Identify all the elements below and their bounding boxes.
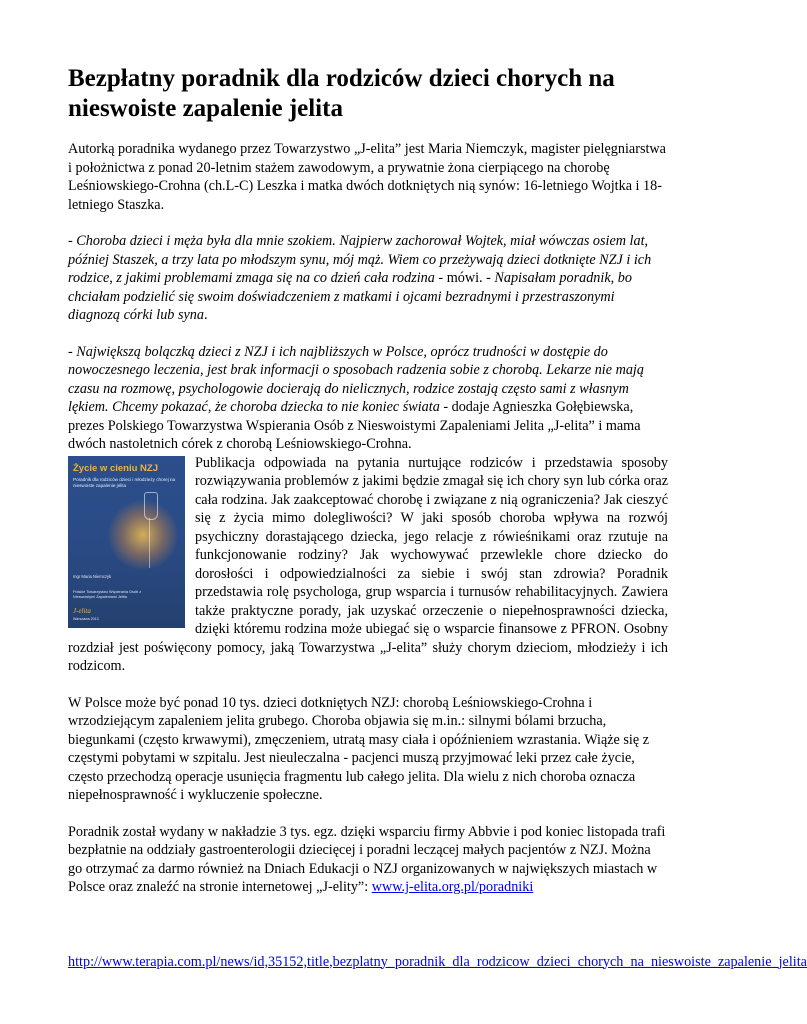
cover-title: Życie w cieniu NZJ	[73, 462, 158, 474]
book-cover-image	[68, 456, 185, 628]
cover-publisher: Polskie Towarzystwo Wspierania Osób z Nieswoistymi Zapaleniami Jelita	[73, 589, 142, 599]
quote-text-1: - Choroba dzieci i męża była dla mnie szokiem. Najpierw zachorował Wojtek, miał wówczas osiem lat, później Staszek, a trzy lata po młodszym synu, mój mąż. Wiem co przeżywają dzieci dotknięte NZJ i ich rodzice, z jakimi problemami zmaga się na co dzień cała rodzina	[68, 233, 652, 286]
cover-logo: J-elita	[73, 606, 91, 615]
article	[68, 64, 807, 971]
cover-footer: Warszawa 2013	[73, 616, 99, 621]
cover-author: mgr Maria Niemczyk	[73, 573, 112, 579]
iv-drip-icon	[144, 492, 158, 520]
quote-text-2: - Napisałam poradnik, bo chciałam podzielić się swoim doświadczeniem z matkami i ojcami bezradnymi i przestraszonymi diagnozą córki lub syna	[68, 270, 632, 323]
iv-line	[149, 518, 150, 568]
distribution-text: Poradnik został wydany w nakładzie 3 tys. egz. dzięki wsparciu firmy Abbvie i pod koniec listopada trafi bezpłatnie na oddziały gastroenterologii dziecięcej i poradni leczącej małych pacjentów z NZJ. Można go otrzymać za darmo również na Dniach Edukacji o NZJ organizowanych w największych miastach w Polsce oraz znaleźć na stronie internetowej „J-elity”:	[68, 823, 666, 895]
book-section	[68, 454, 668, 676]
paragraph-quote-mother	[68, 232, 668, 325]
source-link[interactable]: http://www.terapia.com.pl/news/id,35152,title,bezplatny_poradnik_dla_rodzicow_dzieci_chorych_na_nieswoiste_zapalenie_jelita	[68, 953, 807, 970]
source-paragraph	[68, 953, 807, 972]
cover-subtitle: Poradnik dla rodziców dzieci i młodzieży chorej na nieswoiste zapalenie jelita	[73, 476, 176, 488]
paragraph-author: Autorką poradnika wydanego przez Towarzystwo „J-elita” jest Maria Niemczyk, magister pielęgniarstwa i położnictwa z ponad 20-letnim stażem zawodowym, a prywatnie żona cierpiącego na chorobę Leśniowskiego-Crohna (ch.L-C) Leszka i matka dwóch dotkniętych nią synów: 16-letniego Wojtka i 18-letniego Staszka.	[68, 141, 666, 213]
paragraph-quote-president	[68, 343, 668, 454]
paragraph-statistics: W Polsce może być ponad 10 tys. dzieci dotkniętych NZJ: chorobą Leśniowskiego-Crohna i wrzodziejącym zapaleniem jelita grubego. Choroba objawia się m.in.: silnymi bólami brzucha, biegunkami (często krwawymi), zmęczeniem, utratą masy ciała i opóźnieniem wzrastania. Wiąże się z częstymi pobytami w szpitalu. Jest nieuleczalna - pacjenci muszą przyjmować leki przez całe życie, często przechodzą operacje usunięcia fragmentu lub całego jelita. Dla wielu z nich choroba oznacza niepełnosprawność i wykluczenie społeczne.	[68, 694, 650, 803]
poradniki-link[interactable]: www.j-elita.org.pl/poradniki	[371, 879, 534, 895]
cover-glow	[108, 500, 178, 570]
paragraph-distribution	[68, 823, 668, 897]
paragraph-publication: Publikacja odpowiada na pytania nurtujące rodziców i przedstawia sposoby rozwiązywania problemów z jakimi będzie zmagał się ich chory syn lub córka oraz cała rodzina. Jak zaakceptować chorobę i związane z nią ograniczenia? Jak cieszyć się z życia mimo dolegliwości? W jaki sposób choroba wpływa na rozwój psychiczny dorastającego dziecka, jego relacje z rówieśnikami oraz rzutuje na funkcjonowanie rodziny? Jak wychowywać przewlekle chore dziecko do dorosłości i odpowiedzialności za siebie i swój stan zdrowia? Poradnik przedstawia rolę psychologa, grup wsparcia i turnusów rehabilitacyjnych. Zawiera także praktyczne porady, jak uzyskać orzeczenie o niepełnosprawności dziecka, dzięki któremu rodzina może ubiegać się o wsparcie finansowe z PFRON. Osobny rozdział jest poświęcony pomocy, jaką Towarzystwa „J-elita” służy chorym dzieciom, młodzieży i ich rodzicom.	[68, 454, 668, 674]
quote-text-3: - Największą bolączką dzieci z NZJ i ich najbliższych w Polsce, oprócz trudności w dostępie do nowoczesnego leczenia, jest brak informacji o sposobach radzenia sobie z chorobą. Lekarze nie mają czasu na rozmowę, psychologowie docierają do nielicznych, rodzice zostają często sami z własnym lękiem. Chcemy pokazać, że choroba dziecka to nie koniec świata	[68, 343, 644, 415]
quote-period: .	[203, 307, 208, 323]
quote-attribution-2: - dodaje Agnieszka Gołębiewska, prezes Polskiego Towarzystwa Wspierania Osób z Nieswoistymi Zapaleniami Jelita „J-elita” i mama dwóch nastoletnich córek z chorobą Leśniowskiego-Crohna.	[68, 399, 641, 452]
quote-attribution: - mówi.	[434, 270, 487, 286]
article-title: Bezpłatny poradnik dla rodziców dzieci chorych na nieswoiste zapalenie jelita	[68, 65, 615, 122]
